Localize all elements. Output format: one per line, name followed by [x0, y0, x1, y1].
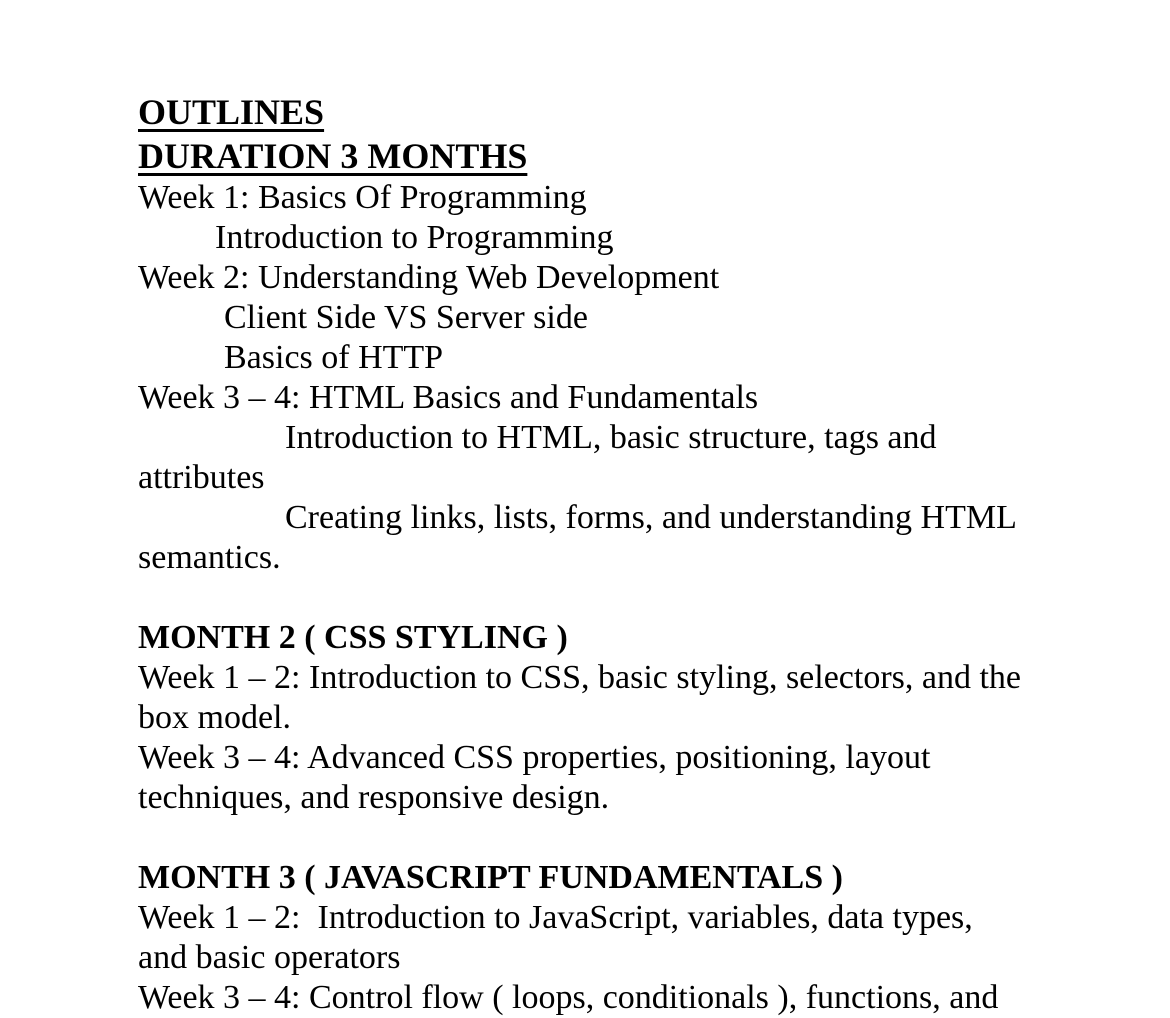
text-line: Basics of HTTP [224, 339, 444, 376]
document-title: DURATION 3 MONTHS [138, 136, 528, 176]
text-line: attributes [138, 459, 265, 496]
text-line: Week 1 – 2: Introduction to CSS, basic styling, selectors, and the [138, 659, 1022, 696]
text-line: Week 1 – 2: Introduction to JavaScript, variables, data types, [138, 899, 973, 936]
section-heading: MONTH 2 ( CSS STYLING ) [138, 619, 568, 656]
document-title: OUTLINES [138, 92, 325, 132]
blank-line [138, 818, 1170, 858]
text-line: Creating links, lists, forms, and understanding HTML [285, 499, 1017, 536]
blank-line [138, 578, 1170, 618]
text-line: semantics. [138, 539, 281, 576]
text-line: Client Side VS Server side [224, 299, 588, 336]
text-line: box model. [138, 699, 291, 736]
text-line: and basic operators [138, 939, 401, 976]
text-line: techniques, and responsive design. [138, 779, 610, 816]
text-line: Introduction to Programming [215, 219, 614, 256]
text-line: Week 1: Basics Of Programming [138, 179, 587, 216]
text-line: Introduction to HTML, basic structure, tags and [285, 419, 937, 456]
text-line: Week 2: Understanding Web Development [138, 259, 720, 296]
text-line: Week 3 – 4: Advanced CSS properties, positioning, layout [138, 739, 931, 776]
section-heading: MONTH 3 ( JAVASCRIPT FUNDAMENTALS ) [138, 859, 843, 896]
text-line: Week 3 – 4: HTML Basics and Fundamentals [138, 379, 759, 416]
text-line: Week 3 – 4: Control flow ( loops, conditionals ), functions, and [138, 979, 999, 1016]
